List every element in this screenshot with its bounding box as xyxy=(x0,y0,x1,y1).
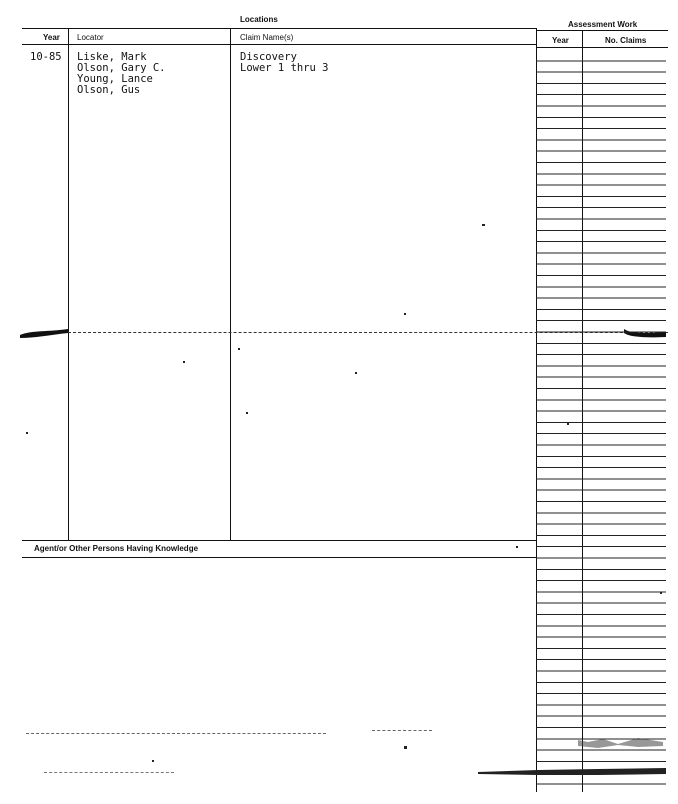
scan-speck xyxy=(567,423,569,425)
assessment-header-rule xyxy=(536,30,668,31)
agent-section-label: Agent/or Other Persons Having Knowledge xyxy=(34,544,199,553)
assessment-ruled-lines xyxy=(536,50,666,792)
col-header-no-claims: No. Claims xyxy=(605,36,647,45)
faint-dashed-line xyxy=(372,730,432,731)
col-header-claim-names: Claim Name(s) xyxy=(240,33,294,42)
col-header-assessment-year: Year xyxy=(552,36,569,45)
entry-year: 10-85 xyxy=(30,51,62,63)
bottom-scan-smudge xyxy=(478,764,668,778)
divider-year-locator xyxy=(68,28,69,540)
agent-section-rule xyxy=(22,557,536,558)
locations-title: Locations xyxy=(240,15,278,24)
divider-locator-claims xyxy=(230,28,231,540)
faint-dashed-line xyxy=(26,733,326,734)
locations-bottom-rule xyxy=(22,540,536,541)
scan-speck xyxy=(404,746,407,749)
column-header-rule xyxy=(22,44,536,45)
claim-name: Discovery xyxy=(240,51,297,63)
claim-name: Lower 1 thru 3 xyxy=(240,62,329,74)
scan-speck xyxy=(516,546,518,548)
scan-speck xyxy=(26,432,28,434)
col-header-locator: Locator xyxy=(77,33,104,42)
left-smudge-mark xyxy=(18,326,70,340)
claim-name-list xyxy=(240,52,329,74)
assessment-column-header-rule xyxy=(536,47,668,48)
assessment-work-title: Assessment Work xyxy=(568,20,638,29)
col-header-year: Year xyxy=(43,33,60,42)
locator-name: Olson, Gary C. xyxy=(77,62,166,74)
scan-speck xyxy=(404,313,406,315)
locations-header-rule xyxy=(22,28,536,29)
scan-speck xyxy=(660,592,662,594)
locator-list xyxy=(77,52,166,96)
scan-speck xyxy=(238,348,240,350)
scan-speck xyxy=(183,361,185,363)
locator-name: Young, Lance xyxy=(77,73,153,85)
scan-speck xyxy=(482,224,485,226)
locator-name: Olson, Gus xyxy=(77,84,141,96)
scan-speck xyxy=(355,372,357,374)
locator-name: Liske, Mark xyxy=(77,51,147,63)
scan-speck xyxy=(152,760,154,762)
faint-dashed-line xyxy=(44,772,174,773)
scan-speck xyxy=(246,412,248,414)
